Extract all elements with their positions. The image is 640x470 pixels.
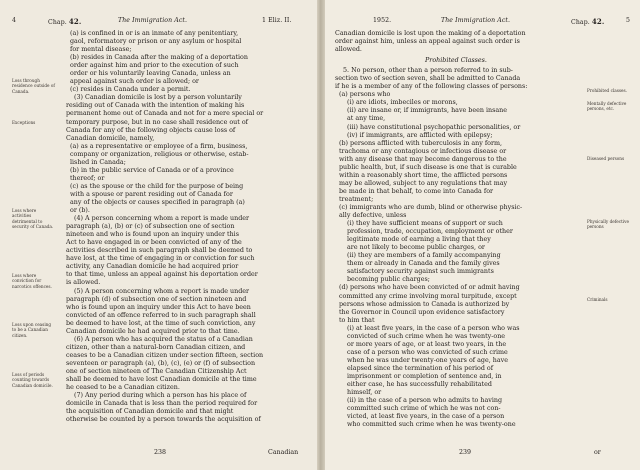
text-line: activity, any Canadian domicile he had acquired prior — [66, 263, 239, 271]
margin-note: Exceptions — [12, 120, 36, 125]
text-line: (a) as a representative or employee of a firm, business, — [70, 142, 248, 150]
text-line: Canadian domicile, namely, — [66, 134, 155, 142]
text-line: are not likely to become public charges, or — [347, 244, 485, 252]
section-heading: Prohibited Classes. — [425, 57, 487, 65]
text-line: order or his voluntarily leaving Canada, unless an — [70, 70, 231, 78]
text-line: to that time, unless an appeal against his deportation order — [66, 271, 258, 279]
margin-note: Loss where conviction for narcotics offences. — [12, 273, 52, 289]
running-title — [118, 17, 187, 24]
page-body-text — [66, 30, 306, 424]
text-line: Act to have engaged in or been convicted of any of the — [66, 239, 242, 247]
text-line: (b) resides in Canada after the making of a deportation — [70, 54, 248, 62]
text-line: becoming public charges; — [347, 276, 430, 284]
text-line: to him that — [339, 316, 375, 324]
text-line: trachoma or any contagious or infectious disease or — [339, 147, 507, 155]
text-line: persons whose admission to Canada is authorized by — [339, 300, 510, 308]
text-line: seventeen or paragraph (a), (b), (c), (e) or (f) of subsection — [66, 359, 256, 367]
text-line: either case, he has successfully rehabilitated — [347, 381, 492, 389]
text-line: lished in Canada; — [70, 158, 126, 166]
text-line: who committed such crime when he was twenty-one — [347, 421, 516, 429]
text-line: ceases to be a Canadian citizen under section fifteen, section — [66, 351, 264, 359]
text-line: (d) persons who have been convicted of or admit having — [339, 284, 520, 292]
text-line: (a) persons who — [339, 91, 391, 99]
text-line: (c) as the spouse or the child for the purpose of being — [70, 182, 244, 190]
text-line: with any disease that may become dangerous to the — [339, 155, 507, 163]
text-line: citizen, other than a natural-born Canadian citizen, and — [66, 343, 246, 351]
text-line: nineteen and who is found upon an inquiry under this — [66, 231, 239, 239]
text-line: may be allowed, subject to any regulations that may — [339, 179, 508, 187]
text-line: order against him and prior to the execution of such — [70, 62, 239, 70]
text-line: victed, at least five years, in the case of a person — [347, 413, 505, 421]
regnal-year: 1 Eliz. II. — [262, 17, 292, 24]
text-line: appeal against such order is allowed; or — [70, 78, 199, 86]
text-line: Canadian domicile is lost upon the making of a deportation — [335, 30, 526, 37]
page-number: 5 — [626, 17, 631, 24]
text-line: Canadian domicile he had acquired prior to that time. — [66, 327, 240, 335]
text-line: activities described in such paragraph shall be deemed to — [66, 247, 253, 255]
text-line: (c) resides in Canada under a permit. — [70, 86, 191, 94]
page-number: 4 — [12, 17, 17, 24]
text-line: (4) A person concerning whom a report is made under — [74, 215, 250, 223]
text-line: thereof; or — [70, 174, 105, 182]
text-line: the Governor in Council upon evidence satisfactory — [339, 308, 505, 316]
margin-note: Loss where activities detrimental to security of Canada. — [12, 208, 54, 229]
running-title — [441, 17, 510, 24]
margin-note: Mentally defective persons, etc. — [587, 101, 627, 112]
chapter-word: Chap. — [48, 19, 67, 26]
text-line: (i) are idiots, imbeciles or morons, — [347, 99, 458, 107]
text-line: (iii) have constitutional psychopathic personalities, or — [347, 123, 521, 131]
text-line: ally defective, unless — [339, 212, 407, 220]
left-page — [0, 0, 319, 470]
text-line: he ceased to be a Canadian citizen. — [66, 384, 180, 392]
text-line: company or organization, religious or otherwise, estab- — [70, 150, 249, 158]
text-line: (b) persons afflicted with tuberculosis in any form, — [339, 139, 503, 147]
right-page — [321, 0, 640, 470]
chapter-label — [48, 17, 81, 26]
text-line: public health, but, if such disease is one that is curable — [339, 163, 517, 171]
text-line: paragraph (a), (b) or (c) of subsection one of section — [66, 223, 235, 231]
text-line: or more years of age, or at least two years, in the — [347, 340, 507, 348]
text-line: profession, trade, occupation, employment or other — [347, 228, 513, 236]
act-title: The Immigration Act. — [441, 17, 511, 24]
text-line: committed such crime of which he was not con- — [347, 405, 501, 413]
text-line: at any time, — [347, 115, 386, 123]
text-line: committed any crime involving moral turpitude, except — [339, 292, 517, 300]
text-line: (3) Canadian domicile is lost by a person voluntarily — [74, 94, 242, 102]
text-line: temporary purpose, but in no case shall residence out of — [66, 118, 249, 126]
margin-note: Loss through residence outside of Canada. — [12, 78, 55, 94]
text-line: (i) at least five years, in the case of a person who was — [347, 324, 520, 332]
chapter-number: 42. — [68, 17, 82, 26]
margin-note: Diseased persons — [587, 156, 625, 161]
text-line: one of section nineteen of The Canadian Citizenship Act — [66, 367, 247, 375]
text-line: order against him, unless an appeal against such order is — [335, 38, 520, 46]
text-line: (6) A person who has acquired the status of a Canadian — [74, 335, 253, 343]
catchword: or — [594, 449, 601, 456]
text-line: himself, or — [347, 389, 382, 397]
text-line: gaol, reformatory or prison or any asylum or hospital — [70, 38, 242, 46]
chapter-number: 42. — [591, 17, 605, 26]
text-line: (b) in the public service of Canada or of a province — [70, 166, 234, 174]
chapter-label — [571, 17, 604, 26]
text-line: (iv) if immigrants, are afflicted with epilepsy; — [347, 131, 493, 139]
text-line: (5) A person concerning whom a report is made under — [74, 287, 250, 295]
text-line: paragraph (d) of subsection one of section nineteen and — [66, 295, 247, 303]
text-line: Canada for any of the following objects cause loss of — [66, 126, 236, 134]
text-line: when he was under twenty-one years of age, have — [347, 356, 508, 364]
margin-note: Criminals — [587, 297, 608, 302]
folio-number: 238 — [154, 449, 167, 456]
text-line: (ii) they are members of a family accompanying — [347, 252, 501, 260]
text-line: case of a person who was convicted of such crime — [347, 348, 508, 356]
text-line: treatment; — [339, 195, 374, 203]
text-line: them or already in Canada and the family gives — [347, 260, 500, 268]
text-line: for mental disease; — [70, 46, 132, 54]
text-line: domicile in Canada that is less than the period required for — [66, 400, 258, 408]
book-gutter — [317, 0, 325, 470]
margin-note: Physically defective persons — [587, 219, 629, 230]
text-line: allowed. — [335, 46, 362, 54]
text-line: any of the objects or causes specified in paragraph (a) — [70, 198, 245, 206]
text-line: otherwise be counted by a person towards the acquisition of — [66, 416, 261, 424]
margin-note: Loss of periods counting towards Canadian domicile. — [12, 372, 53, 388]
year: 1952. — [373, 17, 392, 24]
text-line: or (b). — [70, 207, 90, 215]
text-line: be made in that behalf, to come into Canada for — [339, 187, 494, 195]
text-line: (ii) are insane or, if immigrants, have been insane — [347, 107, 507, 115]
text-line: if he is a member of any of the following classes of persons: — [335, 83, 528, 91]
text-line: elapsed since the termination of his period of — [347, 364, 494, 372]
text-line: imprisonment or completion of sentence and, in — [347, 372, 502, 380]
page-body-text — [335, 30, 577, 429]
text-line: section two of section seven, shall be admitted to Canada — [335, 75, 521, 83]
text-line: convicted of such crime when he was twenty-one — [347, 332, 506, 340]
text-line: (7) Any period during which a person has his place of — [74, 392, 247, 400]
catchword: Canadian — [268, 449, 299, 456]
text-line: shall be deemed to have lost Canadian domicile at the time — [66, 376, 257, 384]
text-line: is allowed. — [66, 279, 101, 287]
text-line: with a spouse or parent residing out of Canada for — [70, 190, 233, 198]
text-line: (a) is confined in or is an inmate of any penitentiary, — [70, 30, 239, 37]
act-title: The Immigration Act. — [118, 17, 188, 24]
text-line: (ii) in the case of a person who admits to having — [347, 397, 503, 405]
text-line: satisfactory security against such immigrants — [347, 268, 494, 276]
margin-note: Loss upon ceasing to be a Canadian citizen. — [12, 322, 52, 338]
text-line: legitimate mode of earning a living that they — [347, 236, 491, 244]
text-line: (c) immigrants who are dumb, blind or otherwise physic- — [339, 203, 523, 211]
text-line: 5. No person, other than a person referred to in sub- — [343, 67, 513, 75]
text-line: convicted of an offence referred to in such paragraph shall — [66, 311, 256, 319]
text-line: residing out of Canada with the intention of making his — [66, 102, 245, 110]
folio-number: 239 — [459, 449, 472, 456]
margin-note: Prohibited classes. — [587, 88, 628, 93]
chapter-word: Chap. — [571, 19, 590, 26]
text-line: (i) they have sufficient means of support or such — [347, 220, 503, 228]
text-line: be deemed to have lost, at the time of such conviction, any — [66, 319, 256, 327]
text-line: the acquisition of Canadian domicile and that might — [66, 408, 234, 416]
text-line: who is found upon an inquiry under this Act to have been — [66, 303, 251, 311]
text-line: within a reasonably short time, the afflicted persons — [339, 171, 508, 179]
text-line: permanent home out of Canada and not for a mere special or — [66, 110, 264, 118]
text-line: have lost, at the time of engaging in or conviction for such — [66, 255, 255, 263]
